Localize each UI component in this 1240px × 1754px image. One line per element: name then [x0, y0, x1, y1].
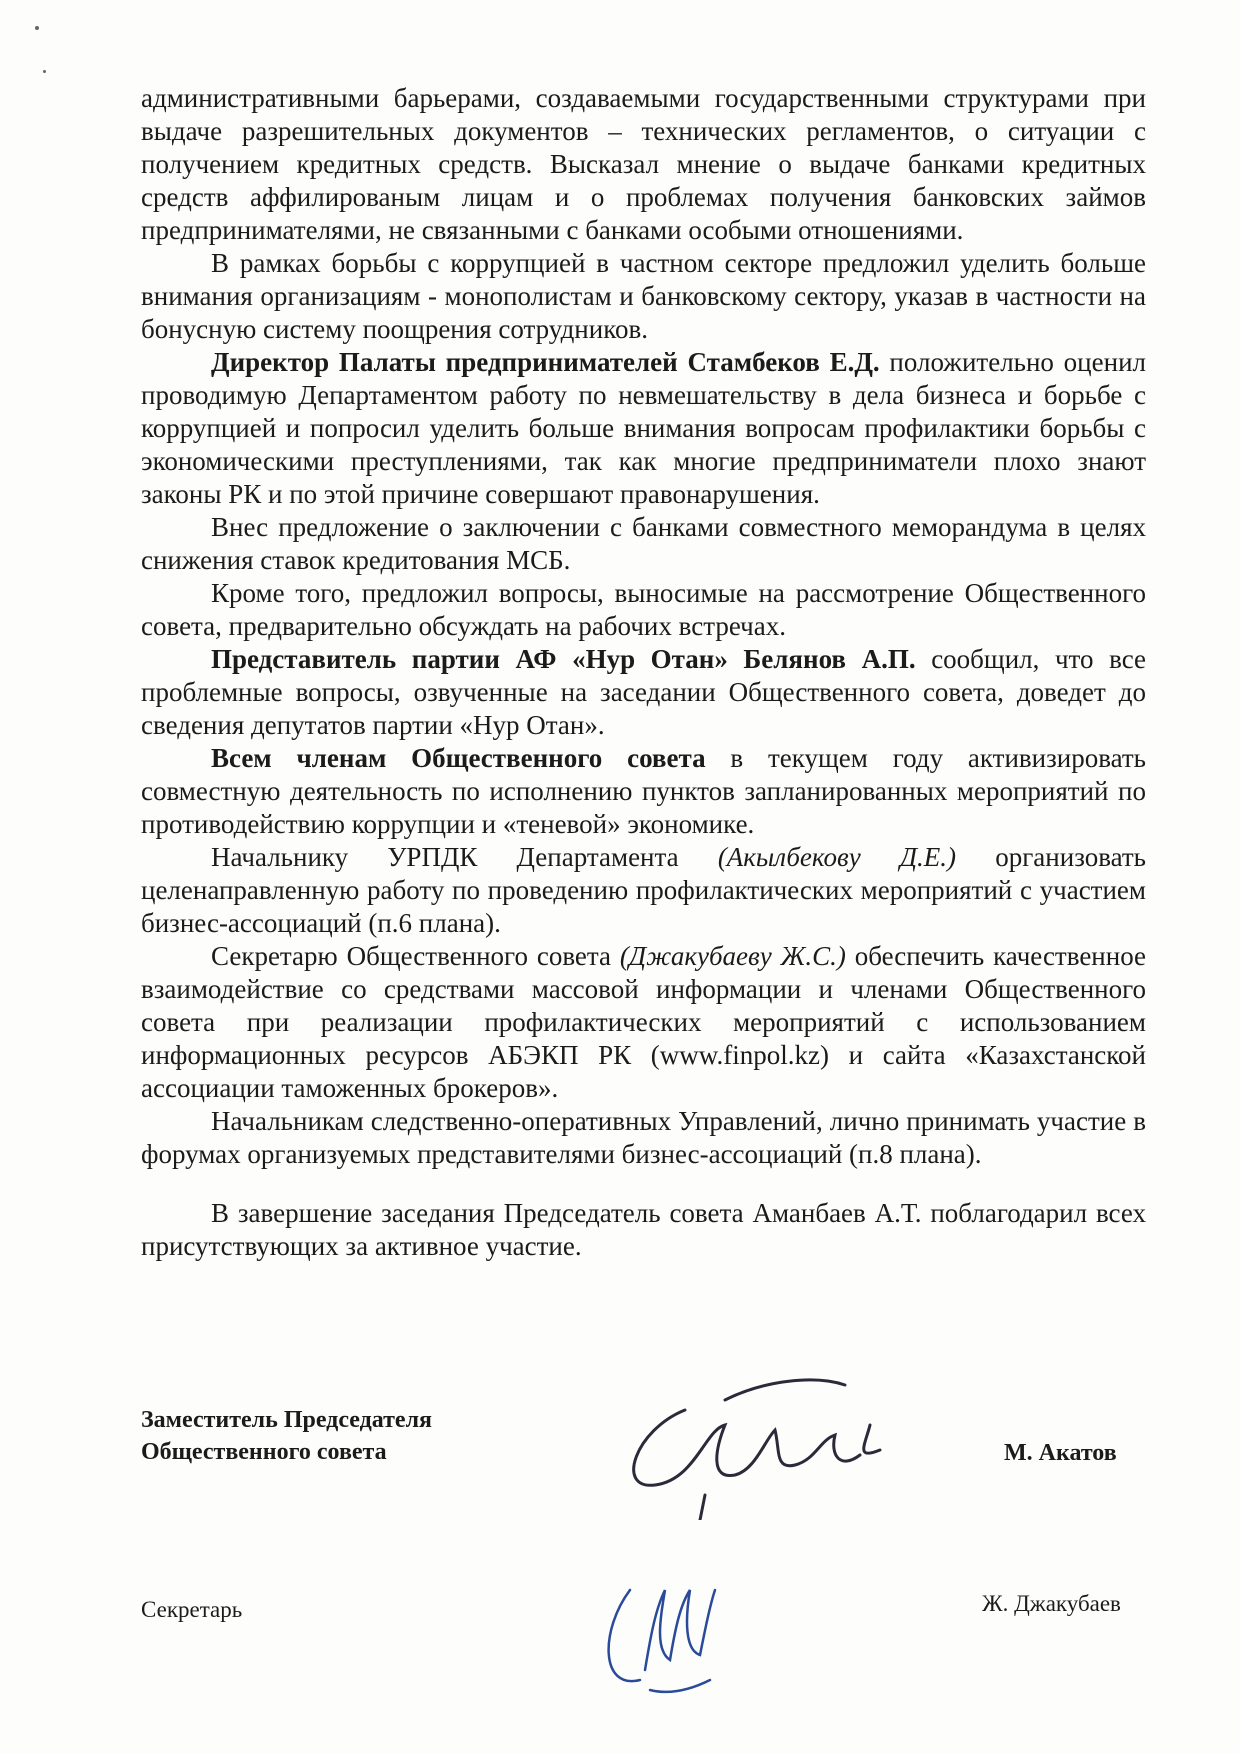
- text-run: В завершение заседания Председатель совета Аманбаев А.Т. поблагодарил всех присутствующих за активное участие.: [141, 1198, 1146, 1261]
- text-run: Внес предложение о заключении с банками совместного меморандума в целях снижения ставок кредитования МСБ.: [141, 512, 1146, 575]
- deputy-title-line: Общественного совета: [141, 1439, 387, 1465]
- document-body: [141, 82, 1146, 1263]
- paragraph: [141, 577, 1146, 643]
- paragraph: [141, 346, 1146, 511]
- secretary-label: Секретарь: [141, 1597, 243, 1622]
- italic-run: (Джакубаеву Ж.С.): [619, 941, 846, 971]
- bold-run: Всем членам Общественного совета: [211, 743, 706, 773]
- deputy-name: М. Акатов: [1004, 1440, 1117, 1466]
- paragraph: [141, 82, 1146, 247]
- bold-run: Директор Палаты предпринимателей Стамбеков Е.Д.: [211, 347, 880, 377]
- paragraph: [141, 742, 1146, 841]
- text-run: в текущем году активизировать совместную деятельность по исполнению пунктов запланированных мероприятий по противодействию коррупции и «теневой» экономике.: [141, 743, 1146, 839]
- secretary-signature: [590, 1550, 730, 1700]
- text-run: обеспечить качественное взаимодействие со средствами массовой информации и членами Общественного совета при реализации профилактических мероприятий с использованием информационных ресурсов АБЭКП РК (www.finpol.kz) и сайта «Казахстанской ассоциации таможенных брокеров».: [141, 941, 1147, 1103]
- text-run: Кроме того, предложил вопросы, выносимые на рассмотрение Общественного совета, предварительно обсуждать на рабочих встречах.: [141, 578, 1146, 641]
- paragraph: [141, 1197, 1146, 1263]
- text-run: Секретарю Общественного совета: [211, 941, 620, 971]
- text-run: организовать целенаправленную работу по проведению профилактических мероприятий с участием бизнес-ассоциаций (п.6 плана).: [141, 842, 1146, 938]
- deputy-title-line: Заместитель Председателя: [141, 1407, 433, 1433]
- italic-run: (Акылбекову Д.Е.): [717, 842, 957, 872]
- scan-speck: [35, 26, 39, 30]
- paragraph: [141, 940, 1146, 1105]
- text-run: Начальникам следственно-оперативных Управлений, лично принимать участие в форумах организуемых представителями бизнес-ассоциаций (п.8 плана).: [141, 1106, 1146, 1169]
- secretary-name: Ж. Джакубаев: [982, 1591, 1121, 1616]
- deputy-signature: [615, 1370, 915, 1520]
- deputy-chair-title: [141, 1404, 432, 1468]
- text-run: В рамках борьбы с коррупцией в частном секторе предложил уделить больше внимания организациям - монополистам и банковскому сектору, указав в частности на бонусную систему поощрения сотрудников.: [141, 248, 1146, 344]
- paragraph: [141, 247, 1146, 346]
- scan-speck: [43, 70, 46, 73]
- paragraph: [141, 1105, 1146, 1171]
- text-run: сообщил, что все проблемные вопросы, озвученные на заседании Общественного совета, доведет до сведения депутатов партии «Нур Отан».: [141, 644, 1146, 740]
- bold-run: Представитель партии АФ «Нур Отан» Белянов А.П.: [211, 644, 916, 674]
- text-run: Начальнику УРПДК Департамента: [211, 842, 718, 872]
- paragraph: [141, 511, 1146, 577]
- text-run: положительно оценил проводимую Департаментом работу по невмешательству в дела бизнеса и борьбе с коррупцией и попросил уделить больше внимания вопросам профилактики борьбы с экономическими преступлениями, так как многие предприниматели плохо знают законы РК и по этой причине совершают правонарушения.: [141, 347, 1146, 509]
- paragraph: [141, 643, 1146, 742]
- paragraph: [141, 841, 1146, 940]
- text-run: административными барьерами, создаваемыми государственными структурами при выдаче разрешительных документов – технических регламентов, о ситуации с получением кредитных средств. Высказал мнение о выдаче банками кредитных средств аффилированым лицам и о проблемах получения банковских займов предпринимателями, не связанными с банками особыми отношениями.: [141, 83, 1146, 245]
